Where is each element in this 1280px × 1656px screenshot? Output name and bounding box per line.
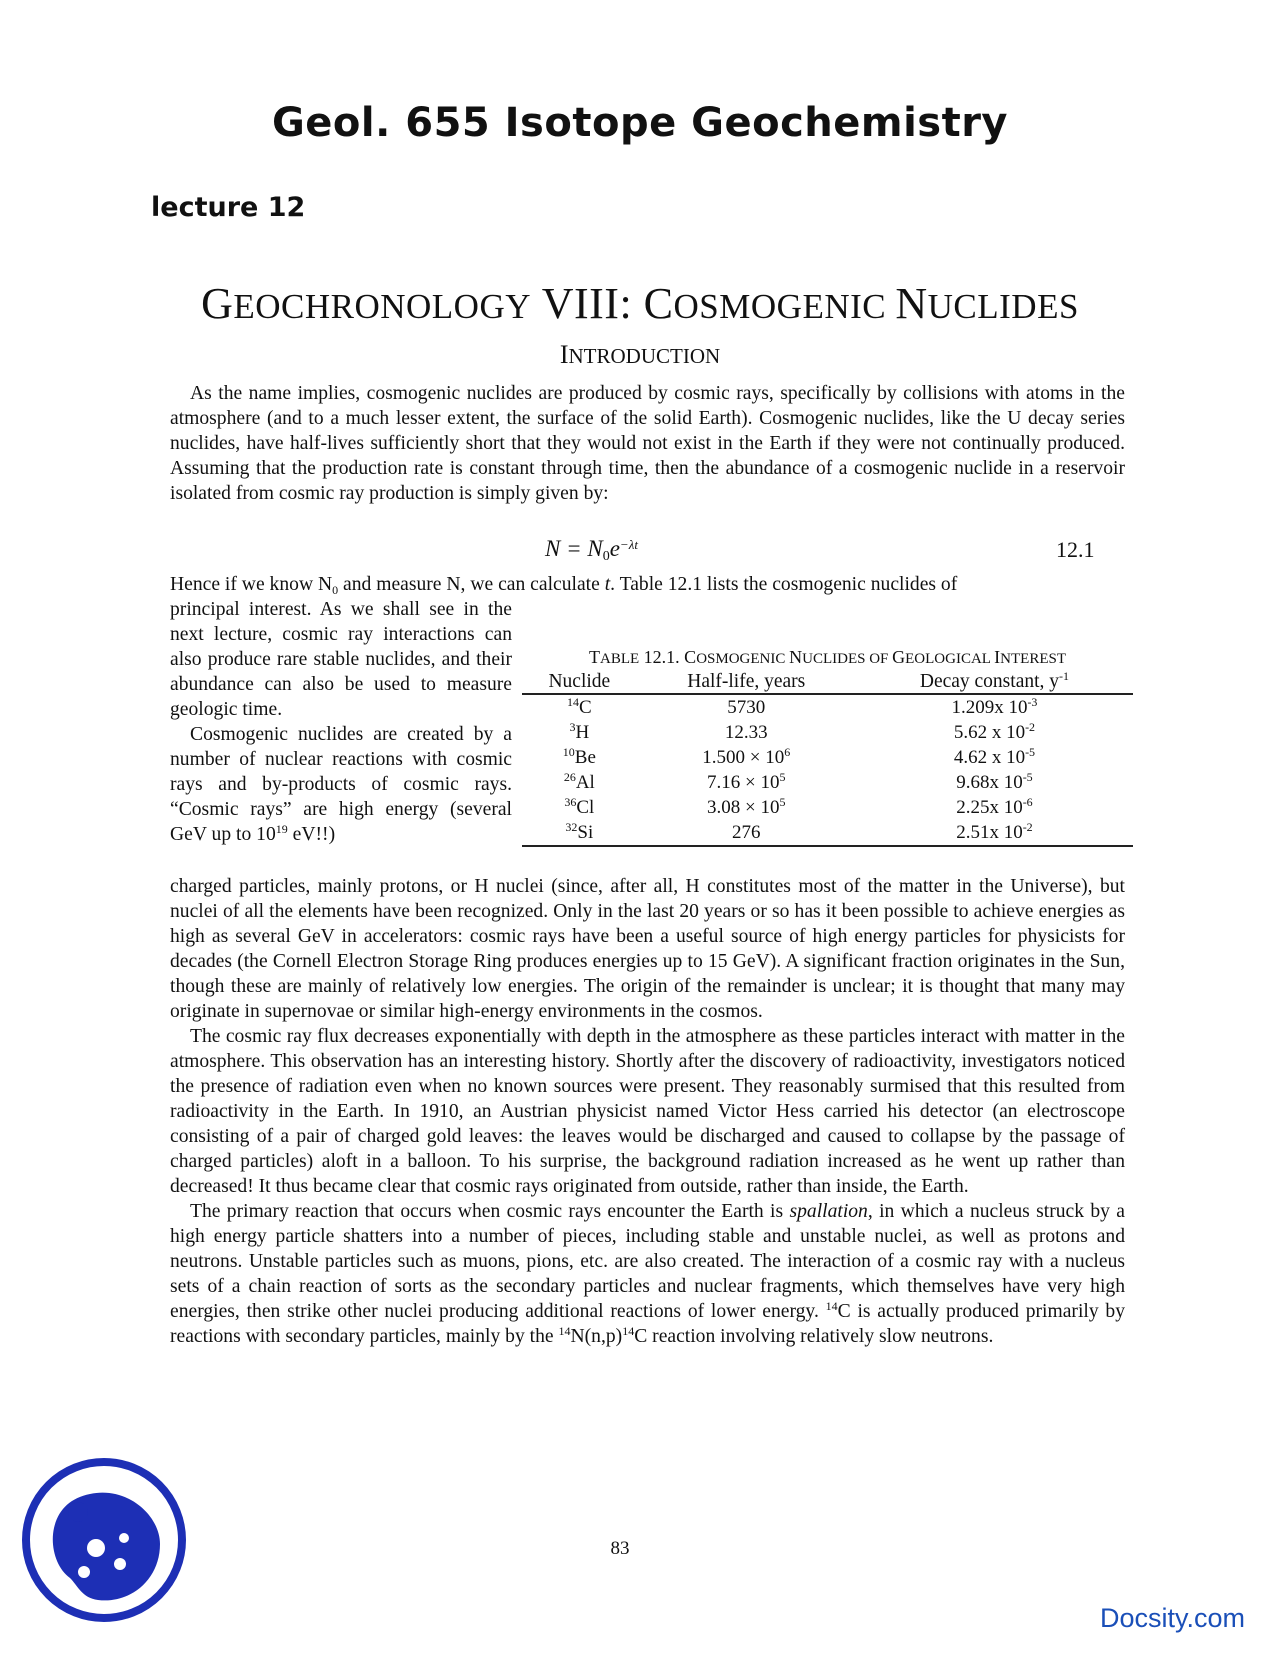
superscript: -5 — [1025, 745, 1036, 759]
text-run: N(n,p) — [570, 1326, 623, 1347]
table-intro-line — [170, 572, 1125, 597]
cell-decay-constant — [856, 770, 1133, 795]
table-header-row — [522, 671, 1133, 694]
cell-decay-constant — [856, 795, 1133, 820]
cell-text: Si — [577, 822, 594, 843]
superscript: 6 — [784, 745, 791, 759]
text-run: , in which a nucleus struck by a high energy particle shatters into a number of pieces, including stable and unstable nuclei, as well as protons and neutrons. Unstable particles such as muons, pions, etc. are also created. The interaction of a cosmic ray with a nucleus sets of a chain reaction of sorts as the secondary particles and nuclear fragments, which themselves have very high energies, then strike other nuclei producing additional reactions of lower energy. — [170, 1201, 1125, 1322]
cell-half-life — [637, 694, 856, 720]
paragraph-text — [170, 1199, 1125, 1349]
column-header-half-life: Half-life, years — [637, 671, 856, 694]
paragraph-text: As the name implies, cosmogenic nuclides are produced by cosmic rays, specifically by collisions with atoms in the atmosphere (and to a much lesser extent, the surface of the solid Earth). Cosmogenic nuclides, like the U decay series nuclides, have half-lives sufficiently short that they would not exist in the Earth if they were not continually produced. Assuming that the production rate is constant through time, then the abundance of a cosmogenic nuclide in a reservoir isolated from cosmic ray production is simply given by: — [170, 383, 1125, 504]
superscript: 14 — [622, 1324, 635, 1338]
cell-text: 9.68x 10 — [956, 772, 1023, 793]
superscript: 5 — [779, 795, 786, 809]
cell-half-life — [637, 770, 856, 795]
chapter-title-part: VIII: — [531, 279, 644, 328]
logo-white-dot — [114, 1558, 126, 1570]
caption-part: C — [684, 647, 697, 667]
chapter-title-part: OSMOGENIC — [673, 287, 896, 326]
cell-text: 7.16 × 10 — [707, 772, 780, 793]
cell-half-life — [637, 720, 856, 745]
cell-nuclide — [522, 745, 637, 770]
cell-half-life — [637, 745, 856, 770]
course-title: Geol. 655 Isotope Geochemistry — [271, 100, 1009, 146]
docsity-watermark[interactable]: Docsity.com — [1100, 1603, 1246, 1633]
caption-part: NTEREST — [1000, 651, 1066, 667]
superscript: -2 — [1022, 820, 1033, 834]
section-title — [0, 340, 1280, 370]
cell-text: 5730 — [727, 697, 766, 718]
superscript: 10 — [562, 745, 575, 759]
column-header-nuclide: Nuclide — [522, 671, 637, 694]
cell-text: Be — [574, 747, 596, 768]
section-title-part: NTRODUCTION — [568, 344, 721, 368]
paragraph-text: The cosmic ray flux decreases exponentially with depth in the atmosphere as these particles interact with matter in the atmosphere. This observation has an interesting history. Shortly after the discovery of radioactivity, investigators noticed the presence of radiation even when no known sources were present. They reasonably surmised that this resulted from radioactivity in the Earth. In 1910, an Austrian physicist named Victor Hess carried his detector (an electroscope consisting of a pair of charged gold leaves: the leaves would be discharged and caused to collapse by the passage of charged particles) aloft in a balloon. To his surprise, the background radiation increased as he went up rather than decreased! It thus became clear that cosmic rays originated from outside, rather than inside, the Earth. — [170, 1026, 1125, 1197]
equation-lhs: N = N — [545, 536, 603, 561]
cell-text: 2.25x 10 — [956, 797, 1023, 818]
superscript: 3 — [569, 720, 576, 734]
equation-number: 12.1 — [1056, 537, 1095, 562]
chapter-title-part: EOCHRONOLOGY — [233, 287, 531, 326]
table-row — [522, 720, 1133, 745]
superscript: 19 — [275, 822, 288, 836]
superscript: -3 — [1027, 695, 1038, 709]
table-row — [522, 745, 1133, 770]
italic-variable: t — [604, 574, 611, 595]
cell-text: C — [578, 697, 592, 718]
cell-text: 5.62 x 10 — [953, 722, 1026, 743]
chapter-title-part: N — [895, 279, 928, 328]
nuclide-table — [522, 671, 1133, 847]
cell-nuclide — [522, 795, 637, 820]
superscript: 26 — [563, 770, 576, 784]
cell-decay-constant — [856, 745, 1133, 770]
cell-decay-constant — [856, 694, 1133, 720]
logo-blob-dot — [68, 1502, 88, 1522]
caption-part: EOLOGICAL — [905, 651, 995, 667]
table-body — [522, 694, 1133, 846]
cell-nuclide — [522, 694, 637, 720]
decay-equation — [545, 536, 638, 562]
cell-text: Al — [575, 772, 595, 793]
nuclide-table-block — [522, 645, 1133, 847]
cell-decay-constant — [856, 820, 1133, 846]
main-text — [170, 874, 1125, 1349]
cell-half-life — [637, 795, 856, 820]
superscript: 32 — [565, 820, 578, 834]
section-title-part: I — [559, 340, 569, 369]
caption-part: UCLIDES OF — [802, 651, 893, 667]
table-caption — [522, 645, 1133, 671]
cell-nuclide — [522, 770, 637, 795]
equation-exponent: −λt — [619, 537, 638, 552]
superscript: 14 — [825, 1299, 838, 1313]
cell-text: 1.500 × 10 — [702, 747, 785, 768]
chapter-title — [0, 278, 1280, 329]
superscript: -6 — [1022, 795, 1033, 809]
caption-part: N — [789, 647, 803, 667]
cell-text: Cl — [576, 797, 595, 818]
text-run: C is actually produced primarily by reactions with secondary particles, mainly by the — [170, 1301, 1125, 1347]
text-run: The primary reaction that occurs when cosmic rays encounter the Earth is — [190, 1201, 790, 1222]
column-header-decay-constant — [856, 671, 1133, 694]
paragraph-text: charged particles, mainly protons, or H nuclei (since, after all, H constitutes most of the matter in the Universe), but nuclei of all the elements have been recognized. Only in the last 20 years or so has it been possible to achieve energies as high as several GeV in accelerators: cosmic rays have been a useful source of high energy particles for physicists for decades (the Cornell Electron Storage Ring produces energies up to 15 GeV). A significant fraction originates in the Sun, though these are mainly of relatively low energies. The origin of the remainder is unclear; it is thought that many may originate in supernovae or similar high-energy environments in the cosmos. — [170, 876, 1125, 1022]
equation-base: e — [609, 536, 620, 561]
equation-subscript: 0 — [602, 549, 610, 564]
docsity-logo-icon[interactable] — [20, 1456, 188, 1624]
chapter-title-part: C — [643, 279, 674, 328]
page-number: 83 — [610, 1538, 630, 1559]
text-run: eV!!) — [287, 824, 336, 845]
intro-paragraph — [170, 381, 1125, 506]
table-row — [522, 795, 1133, 820]
cell-text: 2.51x 10 — [956, 822, 1023, 843]
caption-part: T — [589, 647, 600, 667]
text-run: C reaction involving relatively slow neutrons. — [634, 1326, 994, 1347]
left-column-text — [170, 597, 512, 847]
cell-nuclide — [522, 820, 637, 846]
table-row — [522, 694, 1133, 720]
table-row — [522, 770, 1133, 795]
header-text: Decay constant, y — [919, 671, 1060, 692]
subscript: 0 — [332, 583, 339, 597]
superscript: 36 — [564, 795, 577, 809]
cell-text: 3.08 × 10 — [707, 797, 780, 818]
lecture-label: lecture 12 — [151, 192, 306, 223]
superscript: -1 — [1059, 669, 1070, 683]
paragraph-text: principal interest. As we shall see in the next lecture, cosmic ray interactions can also produce rare stable nuclides, and their abundance can also be used to measure geologic time. — [170, 599, 512, 720]
cell-text: H — [575, 722, 590, 743]
caption-part: G — [892, 647, 906, 667]
caption-part: ABLE — [600, 651, 640, 667]
paragraph-text — [170, 572, 1125, 597]
superscript: -5 — [1022, 770, 1033, 784]
cell-text: 1.209x 10 — [951, 697, 1028, 718]
italic-term: spallation — [789, 1201, 868, 1222]
paragraph-text — [170, 722, 512, 847]
cell-text: 12.33 — [724, 722, 768, 743]
cell-text: 4.62 x 10 — [953, 747, 1026, 768]
cell-half-life — [637, 820, 856, 846]
superscript: 14 — [566, 695, 579, 709]
text-run: Hence if we know N — [170, 574, 333, 595]
text-run: . Table 12.1 lists the cosmogenic nuclides of — [610, 574, 958, 595]
logo-white-dot — [78, 1566, 90, 1578]
logo-white-dot — [119, 1533, 129, 1543]
cell-nuclide — [522, 720, 637, 745]
logo-white-dot — [87, 1539, 105, 1557]
chapter-title-part: G — [201, 279, 234, 328]
superscript: 5 — [779, 770, 786, 784]
cell-decay-constant — [856, 720, 1133, 745]
superscript: 14 — [558, 1324, 571, 1338]
chapter-title-part: UCLIDES — [927, 287, 1079, 326]
superscript: -2 — [1025, 720, 1036, 734]
caption-part: OSMOGENIC — [696, 651, 790, 667]
cell-text: 276 — [732, 822, 761, 843]
text-run: Cosmogenic nuclides are created by a number of nuclear reactions with cosmic rays and by-products of cosmic rays. “Cosmic rays” are high energy (several GeV up to 10 — [170, 724, 512, 845]
table-row — [522, 820, 1133, 846]
text-run: and measure N, we can calculate — [338, 574, 605, 595]
caption-part: I — [994, 647, 1001, 667]
caption-part: 12.1. — [639, 647, 685, 667]
